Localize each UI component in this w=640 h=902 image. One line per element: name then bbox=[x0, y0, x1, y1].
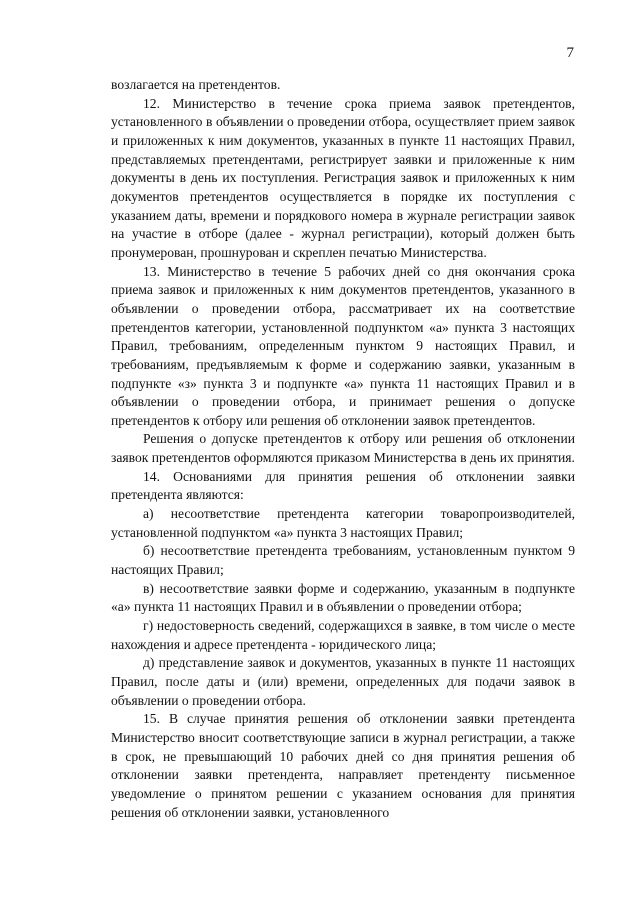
paragraph-13-decisions: Решения о допуске претендентов к отбору или решения об отклонении заявок претендентов оформляются приказом Министерства в день их принятия. bbox=[111, 431, 575, 466]
paragraph-12: 12. Министерство в течение срока приема заявок претендентов, установленного в объявлении о проведении отбора, осуществляет прием заявок и приложенных к ним документов, указанных в пункте 11 настоящих Правил, представляемых претендентами, регистрирует заявки и приложенные к ним документы в день их поступления. Регистрация заявок и приложенных к ним документов претендентов осуществляется в порядке их поступления с указанием даты, времени и порядкового номера в журнале регистрации заявок на участие в отборе (далее - журнал регистрации), который должен быть пронумерован, прошнурован и скреплен печатью Министерства. bbox=[111, 95, 575, 260]
paragraph-continuation: возлагается на претендентов. bbox=[111, 77, 281, 92]
page-number: 7 bbox=[566, 45, 574, 61]
paragraph-14: 14. Основаниями для принятия решения об отклонении заявки претендента являются: bbox=[111, 468, 575, 503]
document-body bbox=[111, 76, 575, 822]
list-item-g: г) недостоверность сведений, содержащихся в заявке, в том числе о месте нахождения и адресе претендента - юридического лица; bbox=[111, 618, 575, 652]
list-item-a: а) несоответствие претендента категории товаропроизводителей, установленной подпунктом «а» пункта 3 настоящих Правил; bbox=[111, 506, 575, 540]
paragraph-13: 13. Министерство в течение 5 рабочих дней со дня окончания срока приема заявок и приложенных к ним документов претендентов, указанного в объявлении о проведении отбора, рассматривает их на соответствие претендентов категории, установленной подпунктом «а» пункта 3 настоящих Правил, требованиям, определенным пунктом 9 настоящих Правил, и требованиям, предъявляемым к форме и содержанию заявки, указанным в подпункте «з» пункта 3 и подпункте «а» пункта 11 настоящих Правил и в объявлении о проведении отбора, и принимает решения о допуске претендентов к отбору или решения об отклонении заявок претендентов. bbox=[111, 263, 575, 428]
list-item-b: б) несоответствие претендента требованиям, установленным пунктом 9 настоящих Правил; bbox=[111, 543, 575, 578]
list-item-d: д) представление заявок и документов, указанных в пункте 11 настоящих Правил, после даты и (или) времени, определенных для подачи заявок в объявлении о проведении отбора. bbox=[111, 655, 575, 708]
paragraph-15: 15. В случае принятия решения об отклонении заявки претендента Министерство вносит соответствующие записи в журнал регистрации, а также в срок, не превышающий 10 рабочих дней со дня принятия решения об отклонении заявки претендента, направляет претенденту письменное уведомление о принятом решении с указанием основания для принятия решения об отклонении заявки, установленного bbox=[111, 711, 575, 820]
list-item-v: в) несоответствие заявки форме и содержанию, указанным в подпункте «а» пункта 11 настоящих Правил и в объявлении о проведении отбора; bbox=[111, 580, 575, 615]
